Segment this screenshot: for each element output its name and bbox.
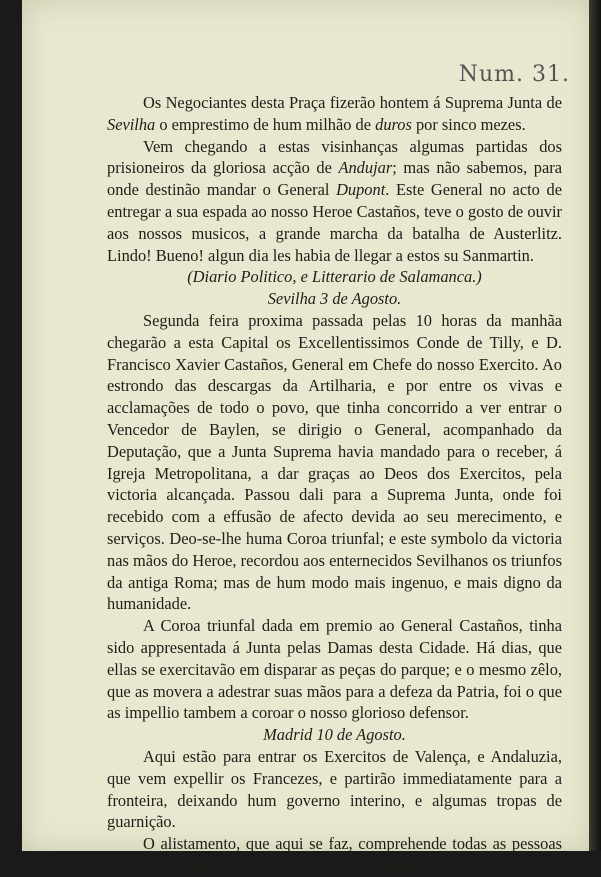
paragraph-6: O alistamento, que aqui se faz, comprehende todas as pessoas de 18 até 50 annos de idade, não se exceptuando ninguem.	[107, 834, 562, 875]
page-number: Num. 31.	[458, 62, 570, 87]
newspaper-page	[22, 0, 592, 875]
paragraph-1: Os Negociantes desta Praça fizerão hontem á Suprema Junta de Sevilha o emprestimo de hum milhão de duros por sinco mezes.	[107, 93, 562, 134]
paragraph-3: Segunda feira proxima passada pelas 10 horas da manhãa chegarão a esta Capital os Excellentissimos Conde de Tilly, e D. Francisco Xavier Castaños, General em Chefe do nosso Exercito. Ao estrondo das descargas da Artilharia, e por entre os vivas e acclamações de todo o povo, que tinha concorrido a ver entrar o Vencedor de Baylen, se dirigio o General, acompanhado da Deputação, que a Junta Suprema havia mandado para o receber, á Igreja Metropolitana, a dar graças ao Deos dos Exercitos, pela victoria alcançada. Passou dali para a Suprema Junta, onde foi recebido com a effusão de afecto devida ao seu merecimento, e serviços. Deo-se-lhe huma Coroa triunfal; e este symbolo da victoria nas mãos do Heroe, recordou aos enternecidos Sevilhanos os triunfos da antiga Roma; mas de hum modo mais ingenuo, e mais digno da humanidade.	[107, 310, 562, 614]
page-edge-shadow	[589, 0, 601, 851]
source-citation: (Diario Politico, e Litterario de Salamanca.)	[187, 267, 482, 287]
paragraph-4: A Coroa triunfal dada em premio ao General Castaños, tinha sido appresentada á Junta pelas Damas desta Cidade. Há dias, que ellas se exercitavão em disparar as peças do parque; e o mesmo zêlo, que as movera a adestrar suas mãos para a defeza da Patria, foi o que as impellio tambem a coroar o nosso glorioso defensor.	[107, 616, 562, 723]
paragraph-2: Vem chegando a estas visinhanças algumas partidas dos prisioneiros da gloriosa acção de Andujar; mas não sabemos, para onde destinão mandar o General Dupont. Este General no acto de entregar a sua espada ao nosso Heroe Castaños, teve o gosto de ouvir aos nossos musicos, a grande marcha da batalha de Austerlitz. Lindo! Bueno! algun dia les habia de llegar a estos su Sanmartin.	[107, 136, 562, 265]
paragraph-5: Aqui estão para entrar os Exercitos de Valença, e Andaluzia, que vem expellir os Francezes, e partirão immediatamente para a fronteira, deixando hum governo interino, e algumas tropas de guarnição.	[107, 746, 562, 832]
dateline-madrid: Madrid 10 de Agosto.	[263, 725, 406, 745]
dateline-sevilha: Sevilha 3 de Agosto.	[267, 289, 402, 309]
bleed-through-text	[212, 70, 217, 89]
article-body	[107, 92, 562, 877]
